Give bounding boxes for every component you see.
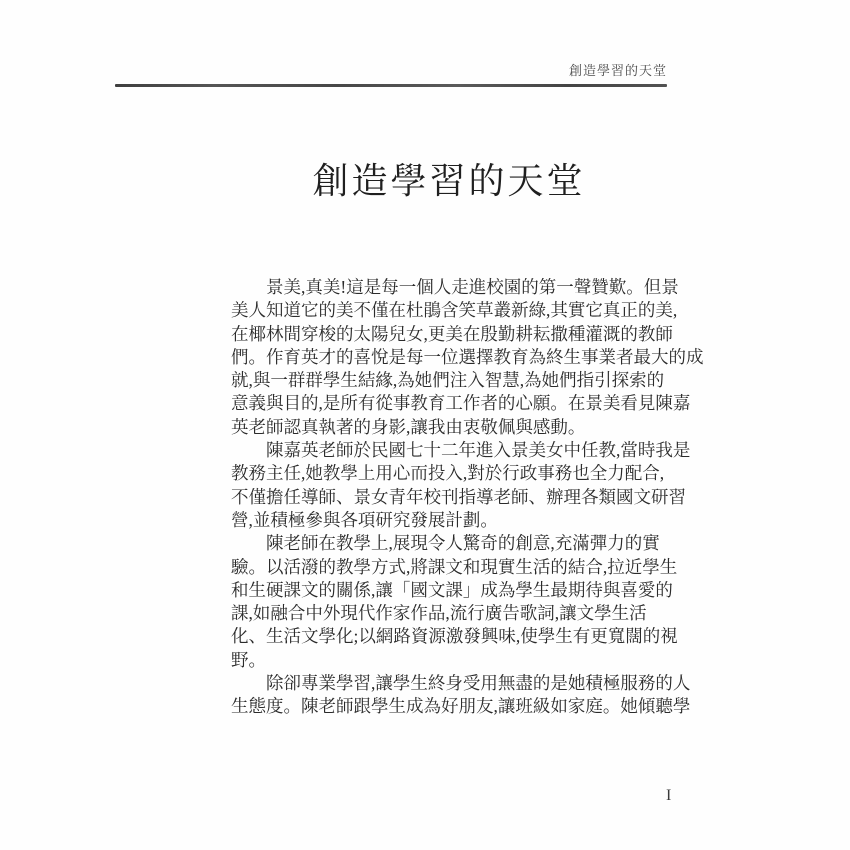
text-line: 在椰林間穿梭的太陽兒女,更美在殷勤耕耘撒種灌溉的教師: [231, 323, 673, 344]
text-line: 就,與一群群學生結緣,為她們注入智慧,為她們指引探索的: [231, 370, 665, 391]
paragraph: [231, 532, 707, 672]
text-line: 陳嘉英老師於民國七十二年進入景美女中任教,當時我是: [266, 440, 691, 461]
text-line: 美人知道它的美不僅在杜鵑含笑草叢新綠,其實它真正的美,: [231, 300, 678, 321]
text-line: 課,如融合中外現代作家作品,流行廣告歌詞,讓文學生活: [231, 603, 647, 624]
body-text: [231, 276, 707, 719]
text-line: 景美,真美!這是每一個人走進校園的第一聲贊歎。但景: [266, 277, 679, 297]
text-line: 營,並積極參與各項研究發展計劃。: [231, 509, 498, 530]
text-line: 化、生活文學化;以網路資源激發興味,使學生有更寬闊的視: [231, 626, 678, 647]
text-line: 和生硬課文的關係,讓「國文課」成為學生最期待與喜愛的: [231, 579, 673, 600]
text-line: 們。作育英才的喜悅是每一位選擇教育為終生事業者最大的成: [231, 346, 704, 367]
text-line: 英老師認真執著的身影,讓我由衷敬佩與感動。: [231, 416, 586, 437]
page-number: I: [666, 787, 672, 804]
chapter-title: 創造學習的天堂: [312, 161, 586, 201]
text-line: 陳老師在教學上,展現令人驚奇的創意,充滿彈力的實: [266, 533, 660, 554]
paragraph: [231, 276, 707, 439]
text-line: 不僅擔任導師、景女青年校刊指導老師、辦理各類國文研習: [231, 486, 686, 507]
text-line: 意義與目的,是所有從事教育工作者的心願。在景美看見陳嘉: [231, 393, 691, 414]
running-header: 創造學習的天堂: [568, 63, 667, 78]
paragraph: [231, 439, 707, 532]
text-line: 除卻專業學習,讓學生終身受用無盡的是她積極服務的人: [266, 673, 691, 694]
text-line: 生態度。陳老師跟學生成為好朋友,讓班級如家庭。她傾聽學: [231, 696, 691, 717]
text-line: 驗。以活潑的教學方式,將課文和現實生活的結合,拉近學生: [231, 556, 678, 577]
paragraph: [231, 672, 707, 719]
text-line: 野。: [231, 649, 266, 670]
header-rule: [115, 84, 667, 87]
text-line: 教務主任,她教學上用心而投入,對於行政事務也全力配合,: [231, 463, 665, 484]
